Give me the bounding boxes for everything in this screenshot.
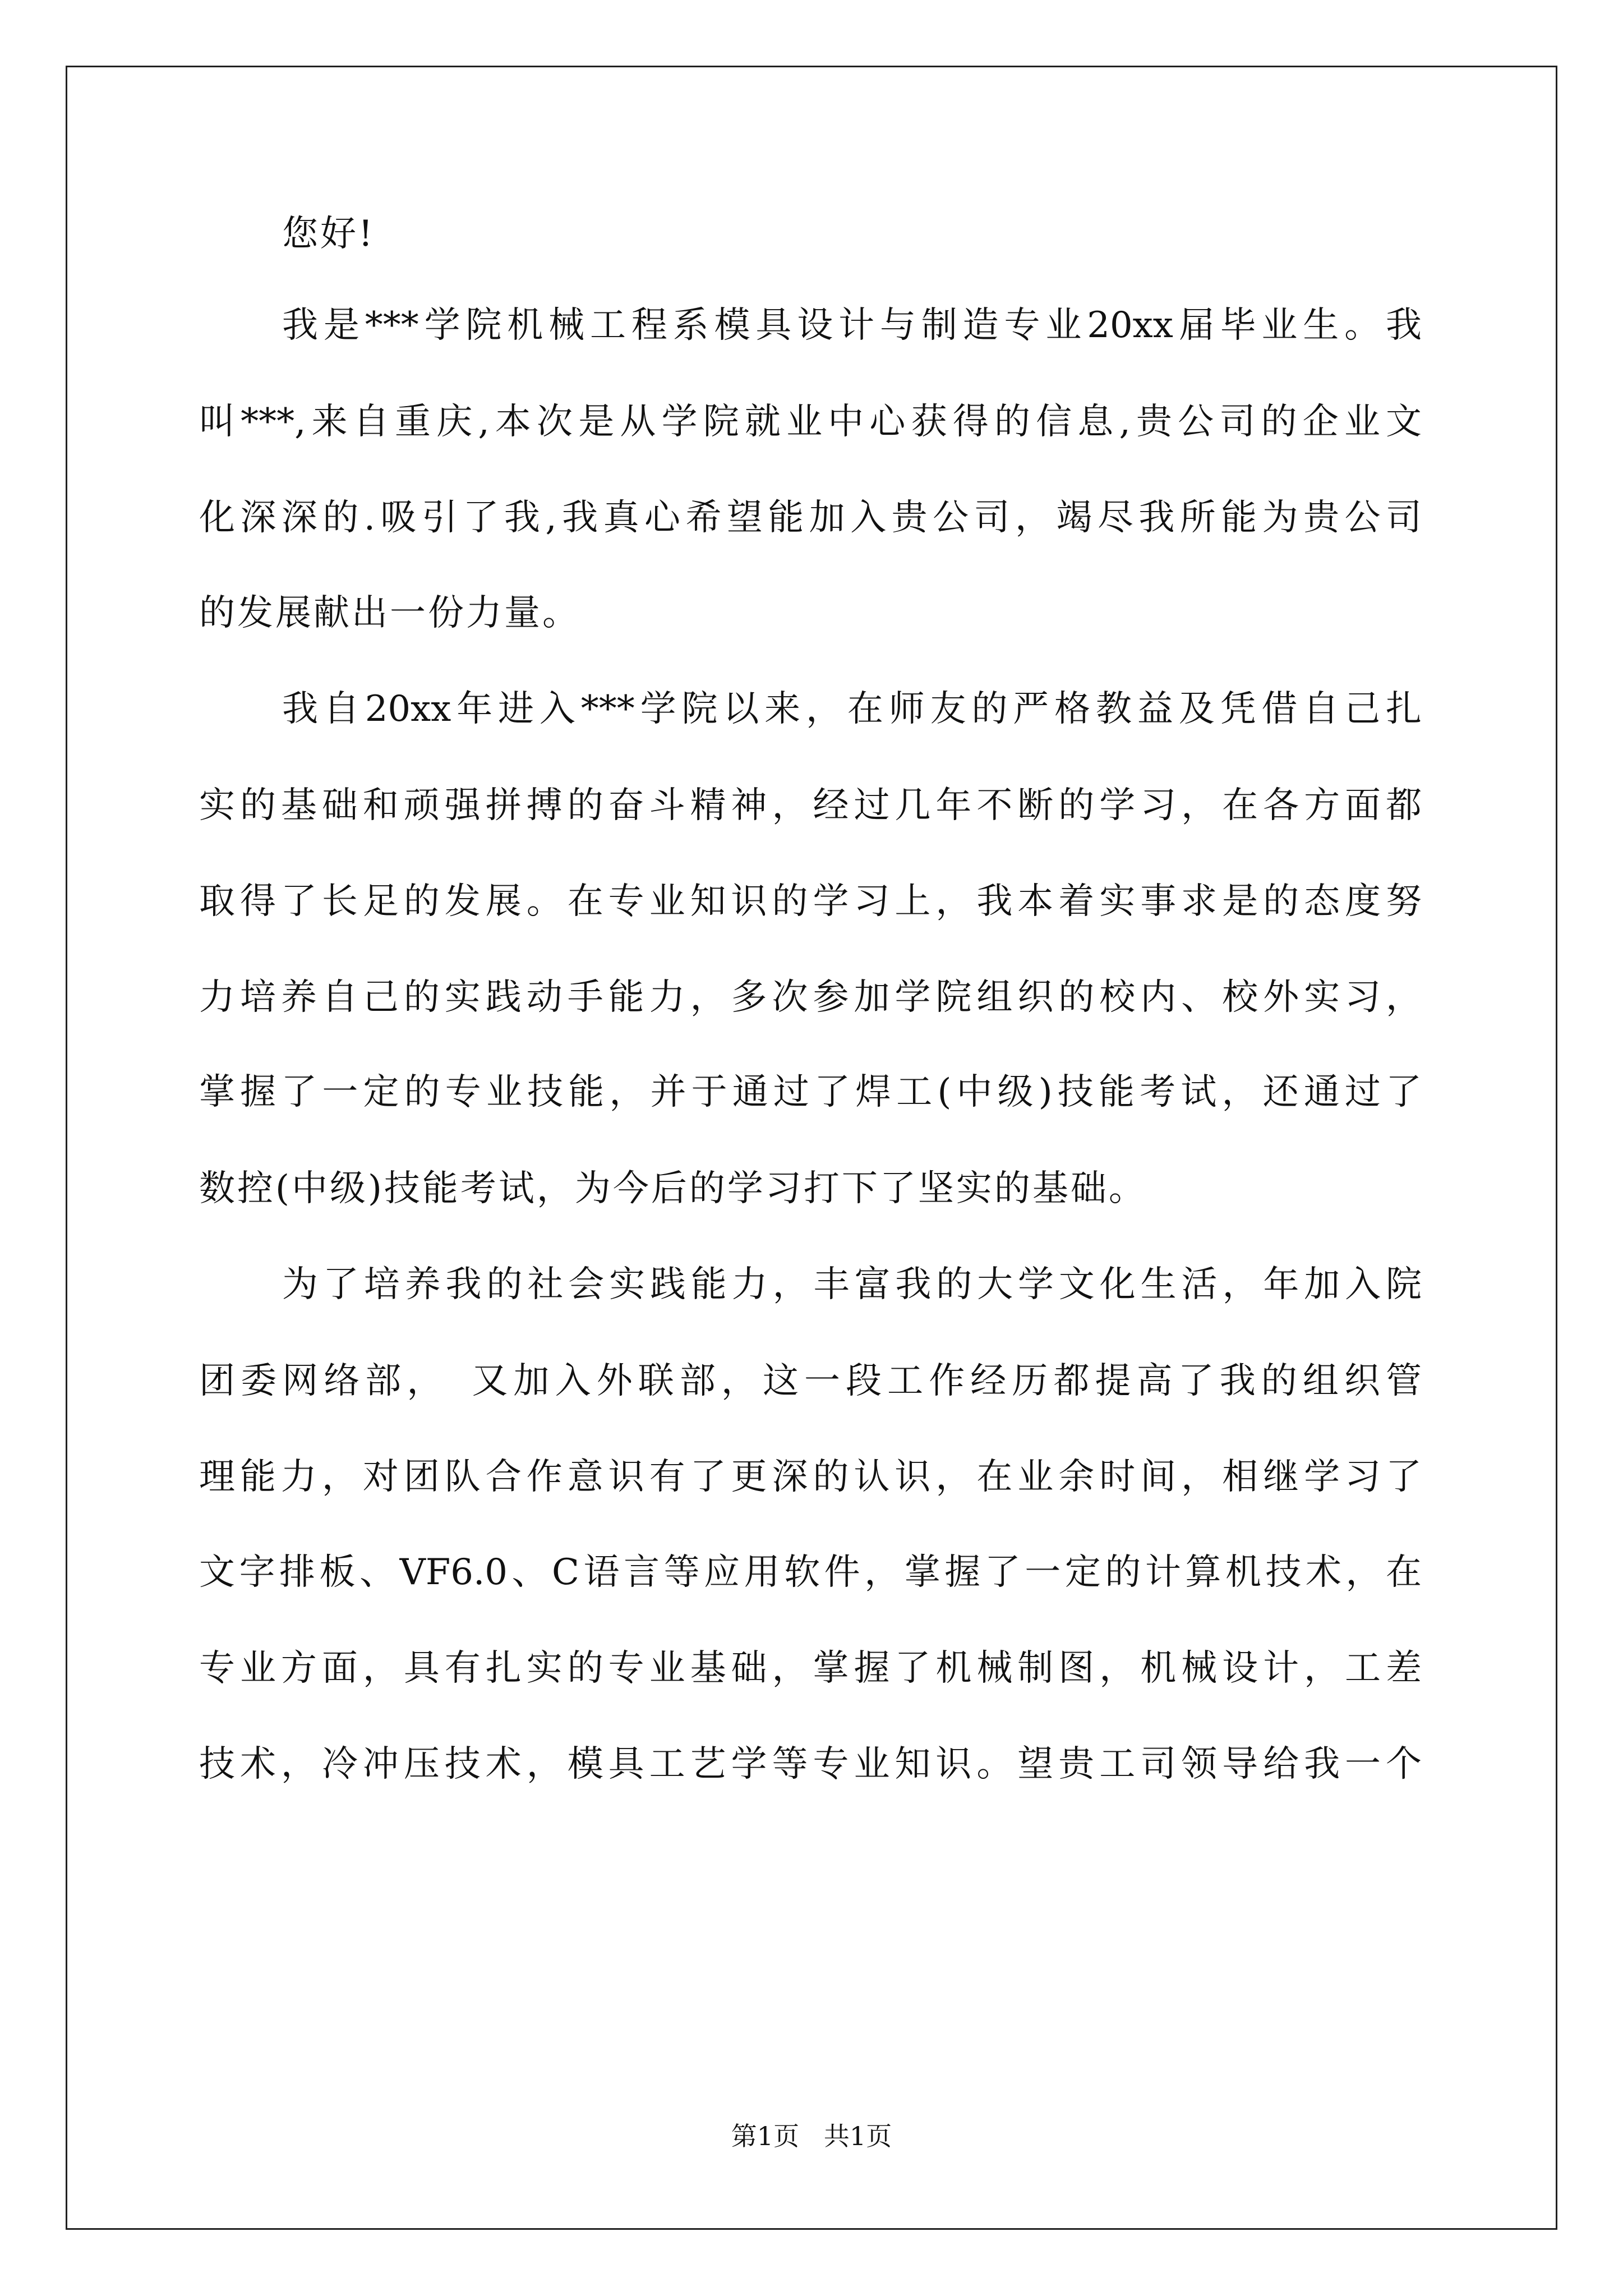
text-line-13: 理能力，对团队合作意识有了更深的认识，在业余时间，相继学习了: [199, 1456, 1422, 1498]
text-line-2: 叫***,来自重庆,本次是从学院就业中心获得的信息,贵公司的企业文: [199, 401, 1422, 443]
text-line-6: 实的基础和顽强拼搏的奋斗精神，经过几年不断的学习，在各方面都: [199, 785, 1422, 826]
text-line-10: 数控(中级)技能考试，为今后的学习打下了坚实的基础。: [199, 1168, 1147, 1209]
text-line-4: 的发展献出一份力量。: [199, 592, 580, 634]
text-line-1: 我是***学院机械工程系模具设计与制造专业20xx届毕业生。我: [282, 305, 1422, 346]
text-line-12: 团委网络部， 又加入外联部，这一段工作经历都提高了我的组织管: [199, 1360, 1422, 1402]
text-line-8: 力培养自己的实践动手能力，多次参加学院组织的校内、校外实习，: [199, 977, 1422, 1018]
text-line-16: 技术，冷冲压技术，模具工艺学等专业知识。望贵工司领导给我一个: [199, 1743, 1422, 1785]
text-line-14: 文字排板、VF6.0、C语言等应用软件，掌握了一定的计算机技术，在: [199, 1552, 1422, 1593]
text-line-7: 取得了长足的发展。在专业知识的学习上，我本着实事求是的态度努: [199, 881, 1422, 922]
page-indicator: 第1页 共1页: [731, 2121, 892, 2151]
text-line-9: 掌握了一定的专业技能，并于通过了焊工(中级)技能考试，还通过了: [199, 1071, 1422, 1113]
text-line-15: 专业方面，具有扎实的专业基础，掌握了机械制图，机械设计，工差: [199, 1648, 1422, 1689]
text-line-5: 我自20xx年进入***学院以来，在师友的严格教益及凭借自己扎: [282, 688, 1422, 730]
text-line-3: 化深深的.吸引了我,我真心希望能加入贵公司，竭尽我所能为贵公司: [199, 497, 1422, 539]
text-line-11: 为了培养我的社会实践能力，丰富我的大学文化生活，年加入院: [282, 1264, 1422, 1305]
greeting-line: 您好!: [282, 213, 375, 255]
page-frame: [66, 66, 1557, 2230]
